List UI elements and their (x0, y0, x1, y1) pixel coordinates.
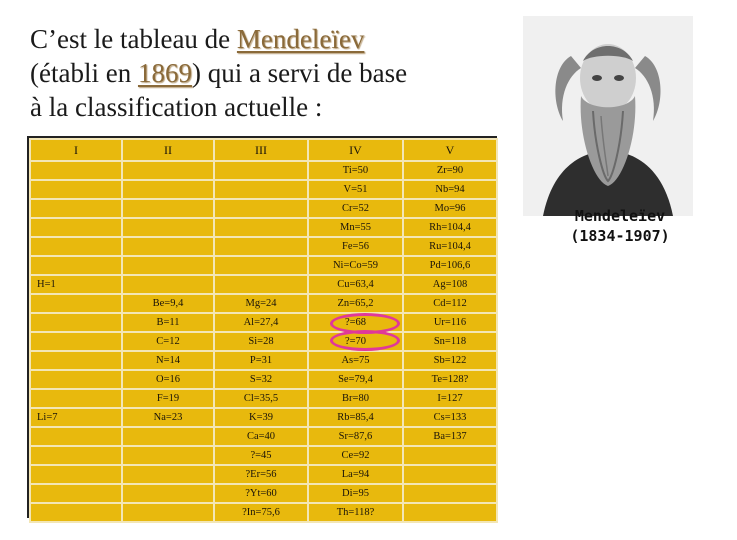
mendeleev-table-frame (27, 136, 497, 518)
element-cell (214, 161, 308, 180)
element-cell: Se=79,4 (308, 370, 403, 389)
element-cell: Sr=87,6 (308, 427, 403, 446)
element-cell: La=94 (308, 465, 403, 484)
table-body (30, 161, 497, 522)
portrait-drawing (523, 16, 693, 216)
column-header: III (214, 139, 308, 161)
element-cell (30, 389, 122, 408)
element-cell (30, 503, 122, 522)
element-cell: Cl=35,5 (214, 389, 308, 408)
element-cell: Ag=108 (403, 275, 497, 294)
element-cell (403, 503, 497, 522)
element-cell (30, 161, 122, 180)
element-cell (30, 218, 122, 237)
element-cell: Cd=112 (403, 294, 497, 313)
element-cell (122, 503, 214, 522)
element-cell: C=12 (122, 332, 214, 351)
element-cell: Ti=50 (308, 161, 403, 180)
element-cell (30, 351, 122, 370)
table-row (30, 484, 497, 503)
element-cell: F=19 (122, 389, 214, 408)
table-row (30, 408, 497, 427)
element-cell (30, 237, 122, 256)
column-header: II (122, 139, 214, 161)
table-row (30, 161, 497, 180)
table-row (30, 256, 497, 275)
element-cell: H=1 (30, 275, 122, 294)
column-header: IV (308, 139, 403, 161)
element-cell: Mo=96 (403, 199, 497, 218)
element-cell (214, 199, 308, 218)
element-cell: S=32 (214, 370, 308, 389)
column-header: V (403, 139, 497, 161)
column-header: I (30, 139, 122, 161)
element-cell: ?Er=56 (214, 465, 308, 484)
element-cell: Ur=116 (403, 313, 497, 332)
element-cell: Br=80 (308, 389, 403, 408)
element-cell (30, 465, 122, 484)
table-row (30, 351, 497, 370)
element-cell: Di=95 (308, 484, 403, 503)
element-cell (403, 484, 497, 503)
element-cell (122, 218, 214, 237)
element-cell: Fe=56 (308, 237, 403, 256)
element-cell (30, 294, 122, 313)
heading-line-2 (30, 56, 407, 90)
element-cell (122, 161, 214, 180)
element-cell: Cu=63,4 (308, 275, 403, 294)
element-cell (30, 180, 122, 199)
table-row (30, 503, 497, 522)
heading-text-2a: (établi en (30, 58, 138, 88)
element-cell (122, 484, 214, 503)
table-header-row (30, 139, 497, 161)
element-cell (214, 237, 308, 256)
element-cell (30, 484, 122, 503)
element-cell (122, 446, 214, 465)
table-row (30, 427, 497, 446)
element-cell: Ce=92 (308, 446, 403, 465)
table-row (30, 180, 497, 199)
element-cell: Be=9,4 (122, 294, 214, 313)
element-cell: Ba=137 (403, 427, 497, 446)
element-cell (403, 446, 497, 465)
portrait-caption-dates: (1834-1907) (570, 227, 670, 245)
heading-line-3: à la classification actuelle : (30, 92, 323, 122)
element-cell: Mg=24 (214, 294, 308, 313)
table-row (30, 389, 497, 408)
element-cell (122, 237, 214, 256)
element-cell: Cs=133 (403, 408, 497, 427)
element-cell: ?=68 (308, 313, 403, 332)
table-row (30, 199, 497, 218)
element-cell (214, 218, 308, 237)
table-row (30, 294, 497, 313)
element-cell: Mn=55 (308, 218, 403, 237)
element-cell (214, 275, 308, 294)
table-row (30, 275, 497, 294)
table-row (30, 237, 497, 256)
element-cell: Te=128? (403, 370, 497, 389)
table-row (30, 218, 497, 237)
element-cell: Na=23 (122, 408, 214, 427)
element-cell (30, 313, 122, 332)
element-cell (122, 465, 214, 484)
mendeleev-periodic-table (29, 138, 498, 523)
slide-heading (30, 22, 407, 124)
element-cell: ?=70 (308, 332, 403, 351)
heading-text-2b: ) qui a servi de base (191, 58, 408, 88)
element-cell: Th=118? (308, 503, 403, 522)
element-cell: Li=7 (30, 408, 122, 427)
element-cell (30, 446, 122, 465)
table-row (30, 370, 497, 389)
element-cell (30, 427, 122, 446)
year-1869-link[interactable]: 1869 (137, 58, 192, 88)
element-cell: V=51 (308, 180, 403, 199)
element-cell: Rh=104,4 (403, 218, 497, 237)
element-cell (122, 180, 214, 199)
element-cell (214, 256, 308, 275)
element-cell (30, 370, 122, 389)
element-cell: Sb=122 (403, 351, 497, 370)
table-row (30, 446, 497, 465)
portrait-caption-name: Mendeleïev (574, 207, 666, 225)
element-cell: Pd=106,6 (403, 256, 497, 275)
mendeleev-link[interactable]: Mendeleïev (236, 24, 365, 54)
table-row (30, 465, 497, 484)
element-cell: P=31 (214, 351, 308, 370)
mendeleev-portrait (523, 16, 693, 216)
element-cell: I=127 (403, 389, 497, 408)
heading-line-1 (30, 22, 407, 56)
element-cell (214, 180, 308, 199)
element-cell (403, 465, 497, 484)
element-cell: Ni=Co=59 (308, 256, 403, 275)
heading-text-1: C’est le tableau de (30, 24, 237, 54)
element-cell: O=16 (122, 370, 214, 389)
element-cell: Ru=104,4 (403, 237, 497, 256)
table-row (30, 313, 497, 332)
element-cell (30, 332, 122, 351)
element-cell (122, 275, 214, 294)
element-cell: K=39 (214, 408, 308, 427)
element-cell: Sn=118 (403, 332, 497, 351)
element-cell (122, 256, 214, 275)
element-cell: Rb=85,4 (308, 408, 403, 427)
element-cell: Cr=52 (308, 199, 403, 218)
element-cell: Ca=40 (214, 427, 308, 446)
element-cell: B=11 (122, 313, 214, 332)
element-cell: Zr=90 (403, 161, 497, 180)
element-cell: ?Yt=60 (214, 484, 308, 503)
element-cell: ?=45 (214, 446, 308, 465)
table-row (30, 332, 497, 351)
portrait-caption (560, 206, 680, 246)
element-cell: N=14 (122, 351, 214, 370)
highlight-circle-unknown-70 (330, 330, 400, 351)
element-cell: Si=28 (214, 332, 308, 351)
element-cell (30, 199, 122, 218)
element-cell: As=75 (308, 351, 403, 370)
element-cell (122, 199, 214, 218)
element-cell: Al=27,4 (214, 313, 308, 332)
element-cell: Zn=65,2 (308, 294, 403, 313)
element-cell (30, 256, 122, 275)
element-cell (122, 427, 214, 446)
element-cell: Nb=94 (403, 180, 497, 199)
element-cell: ?In=75,6 (214, 503, 308, 522)
